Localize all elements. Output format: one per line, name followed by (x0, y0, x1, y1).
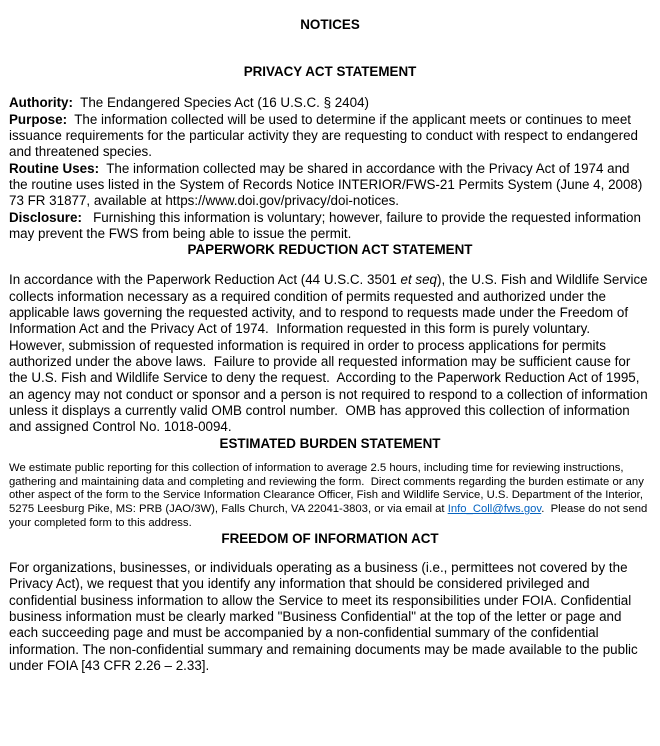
email-link[interactable]: Info_Coll@fws.gov (447, 503, 542, 516)
document-title: NOTICES (300, 17, 360, 32)
paperwork-reduction-paragraph (9, 272, 651, 435)
purpose-label: Purpose: (9, 111, 68, 127)
paperwork-text-part2: ), the U.S. Fish and Wildlife Service collects information necessary as a required condition of permits requested and authorized under the applicable laws governing the requested activity, and to respond to requests made under the Freedom of Information Act and the Privacy Act of 1974. Information requested in this form is purely voluntary. However, submission of requested information is required in order to process applications for permits authorized under the above laws. Failure to provide all requested information may be sufficient cause for the U.S. Fish and Wildlife Service to deny the request. According to the Paperwork Reduction Act of 1995, an agency may not conduct or sponsor and a person is not required to respond to a collection of information unless it displays a currently valid OMB control number. OMB has approved this collection of information and assigned Control No. 1018-0094. (9, 272, 652, 435)
burden-text-part2: . Please do not send your completed form to this address. (9, 503, 651, 529)
paperwork-text-italic: et seq (400, 272, 437, 288)
authority-label: Authority: (9, 95, 73, 111)
paperwork-text-part1: In accordance with the Paperwork Reduction Act (44 U.S.C. 3501 (9, 272, 401, 288)
routine-uses-label: Routine Uses: (9, 160, 100, 176)
disclosure-text: Furnishing this information is voluntary; however, failure to provide the requested information may prevent the FWS from being able to issue the permit. (9, 209, 645, 241)
authority-paragraph (9, 95, 651, 111)
purpose-text: The information collected will be used to determine if the applicant meets or continues to meet issuance requirements for the particular activity they are requesting to conduct with respect to endangered and threatened species. (9, 111, 642, 160)
foia-paragraph (9, 560, 651, 674)
privacy-act-heading: PRIVACY ACT STATEMENT (243, 64, 417, 80)
burden-text-part1: We estimate public reporting for this collection of information to average 2.5 hours, including time for reviewing instructions, gathering and maintaining data and completing and reviewing the form. Direct comments regarding the burden estimate or any other aspect of the form to the Service Information Clearance Officer, Fish and Wildlife Service, U.S. Department of the Interior, 5275 Leesburg Pike, MS: PRB (JAO/3W), Falls Church, VA 22041-3803, or via email at (9, 461, 648, 516)
paperwork-reduction-heading: PAPERWORK REDUCTION ACT STATEMENT (187, 242, 473, 258)
routine-uses-text: The information collected may be shared in accordance with the Privacy Act of 1974 and the routine uses listed in the System of Records Notice INTERIOR/FWS-21 Permits System (June 4, 2008) 73 FR 31877, available at https://www.doi.gov/privacy/doi-notices. (9, 160, 647, 209)
disclosure-paragraph (9, 210, 651, 243)
estimated-burden-paragraph (9, 462, 651, 531)
purpose-paragraph (9, 112, 651, 161)
foia-heading: FREEDOM OF INFORMATION ACT (221, 530, 439, 546)
estimated-burden-heading: ESTIMATED BURDEN STATEMENT (219, 435, 441, 451)
authority-text: The Endangered Species Act (16 U.S.C. § 2404) (72, 95, 369, 111)
disclosure-label: Disclosure: (9, 209, 82, 225)
foia-text: For organizations, businesses, or individuals operating as a business (i.e., permittees not covered by the Privacy Act), we request that you identify any information that should be considered privileged and confidential business information to allow the Service to meet its responsibilities under FOIA. Confidential business information must be clearly marked "Business Confidential" at the top of the letter or page and each succeeding page and must be accompanied by a non-confidential summary of the confidential information. The non-confidential summary and remaining documents may be made available to the public under FOIA [43 CFR 2.26 – 2.33]. (9, 559, 642, 673)
routine-uses-paragraph (9, 161, 651, 210)
